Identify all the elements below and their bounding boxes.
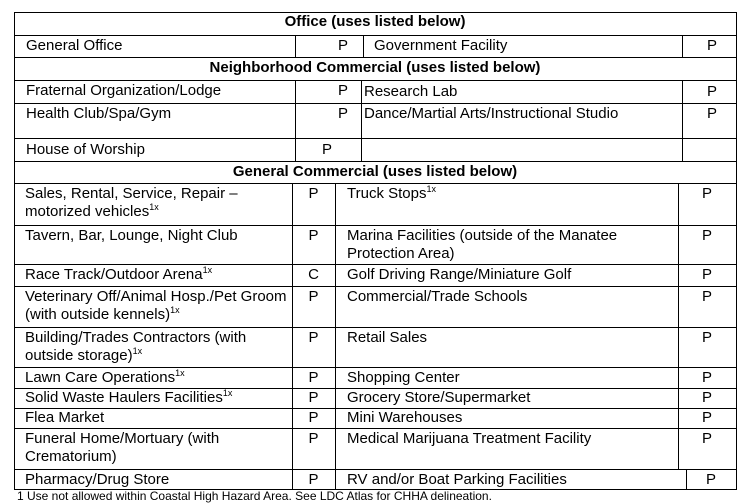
table-rule — [682, 80, 683, 162]
table-rule — [335, 183, 336, 490]
use-name: Commercial/Trade Schools — [347, 288, 528, 305]
footnote-marker: 1x — [426, 184, 436, 194]
use-name: Flea Market — [25, 409, 105, 426]
permission-code: P — [338, 105, 349, 122]
permission-code: P — [308, 288, 319, 305]
use-name: Sales, Rental, Service, Repair – motorized vehicles$^{1x}$ — [25, 185, 238, 220]
use-name: Grocery Store/Supermarket — [347, 389, 531, 406]
use-name: Building/Trades Contractors (with outside storage)$^{1x}$ — [25, 329, 247, 364]
permission-code: P — [338, 37, 349, 54]
use-name: Golf Driving Range/Miniature Golf — [347, 266, 572, 283]
use-name: Veterinary Off/Animal Hosp./Pet Groom (with outside kennels)$^{1x}$ — [25, 288, 287, 323]
section-header-office: Office (uses listed below) — [284, 13, 466, 30]
footnote-marker: 1x — [149, 202, 159, 212]
table-rule — [14, 161, 736, 162]
table-rule — [14, 286, 736, 287]
permission-code: P — [701, 409, 712, 426]
table-rule — [14, 12, 15, 490]
use-name: House of Worship — [26, 141, 145, 158]
permission-code: P — [701, 389, 712, 406]
use-name: Funeral Home/Mortuary (with Crematorium) — [25, 430, 220, 465]
permission-code: P — [701, 288, 712, 305]
permission-code: P — [701, 227, 712, 244]
section-header-general: General Commercial (uses listed below) — [232, 163, 518, 180]
table-rule — [14, 264, 736, 265]
table-rule — [14, 57, 736, 58]
permission-code: P — [705, 471, 716, 488]
use-name: Research Lab — [364, 83, 458, 100]
table-rule — [295, 80, 296, 162]
table-rule — [682, 35, 683, 58]
permission-code: C — [308, 266, 319, 283]
use-name: Solid Waste Haulers Facilities$^{1x}$ — [25, 388, 233, 406]
permission-code: P — [701, 329, 712, 346]
permission-code: P — [701, 369, 712, 386]
permission-code: P — [308, 329, 319, 346]
permission-code: P — [308, 227, 319, 244]
footnote-marker: 1x — [202, 265, 213, 275]
use-name: General Office — [26, 37, 123, 54]
table-rule — [14, 225, 736, 226]
footnote-marker: 1x — [222, 388, 233, 398]
table-rule — [14, 35, 736, 36]
use-name: Health Club/Spa/Gym — [26, 105, 172, 122]
permission-code: P — [701, 430, 712, 447]
use-name: Mini Warehouses — [347, 409, 463, 426]
table-rule — [14, 183, 736, 184]
table-rule — [14, 367, 736, 368]
section-header-neighborhood: Neighborhood Commercial (uses listed below) — [209, 59, 541, 76]
use-name: Government Facility — [374, 37, 508, 54]
footnote-marker: 1x — [175, 368, 185, 378]
footnote: 1 Use not allowed within Coastal High Hazard Area. See LDC Atlas for CHHA delineation. — [17, 489, 492, 503]
permission-code: P — [308, 389, 319, 406]
table-rule — [14, 138, 736, 139]
table-rule — [361, 80, 362, 162]
permission-code: P — [707, 83, 718, 100]
use-name: Shopping Center — [347, 369, 460, 386]
permission-code: P — [308, 185, 319, 202]
permission-code: P — [707, 105, 718, 122]
table-rule — [14, 469, 736, 470]
table-rule — [363, 35, 364, 58]
use-name: Truck Stops$^{1x}$ — [347, 184, 436, 202]
use-name: Tavern, Bar, Lounge, Night Club — [25, 227, 238, 244]
permission-code: P — [701, 185, 712, 202]
permission-code: P — [701, 266, 712, 283]
use-name: Race Track/Outdoor Arena$^{1x}$ — [25, 265, 213, 283]
table-rule — [14, 428, 736, 429]
use-name: Fraternal Organization/Lodge — [26, 82, 222, 99]
use-name: Pharmacy/Drug Store — [25, 471, 170, 488]
permission-code: P — [308, 409, 319, 426]
table-rule — [14, 327, 736, 328]
table-rule — [736, 12, 737, 490]
permission-code: P — [308, 430, 319, 447]
table-rule — [295, 35, 296, 58]
table-rule — [14, 80, 736, 81]
footnote-marker: 1x — [170, 305, 180, 315]
use-name: RV and/or Boat Parking Facilities — [347, 471, 567, 488]
use-name: Dance/Martial Arts/Instructional Studio — [364, 105, 619, 122]
footnote-marker: 1x — [132, 346, 143, 356]
permission-code: P — [308, 471, 319, 488]
use-name: Marina Facilities (outside of the Manatee Protection Area) — [347, 227, 618, 262]
permission-code: P — [322, 141, 333, 158]
use-name: Medical Marijuana Treatment Facility — [347, 430, 592, 447]
permission-code: P — [338, 82, 349, 99]
use-name: Retail Sales — [347, 329, 428, 346]
use-name: Lawn Care Operations$^{1x}$ — [25, 368, 185, 386]
table-rule — [14, 103, 736, 104]
permission-code: P — [308, 369, 319, 386]
permission-code: P — [707, 37, 718, 54]
